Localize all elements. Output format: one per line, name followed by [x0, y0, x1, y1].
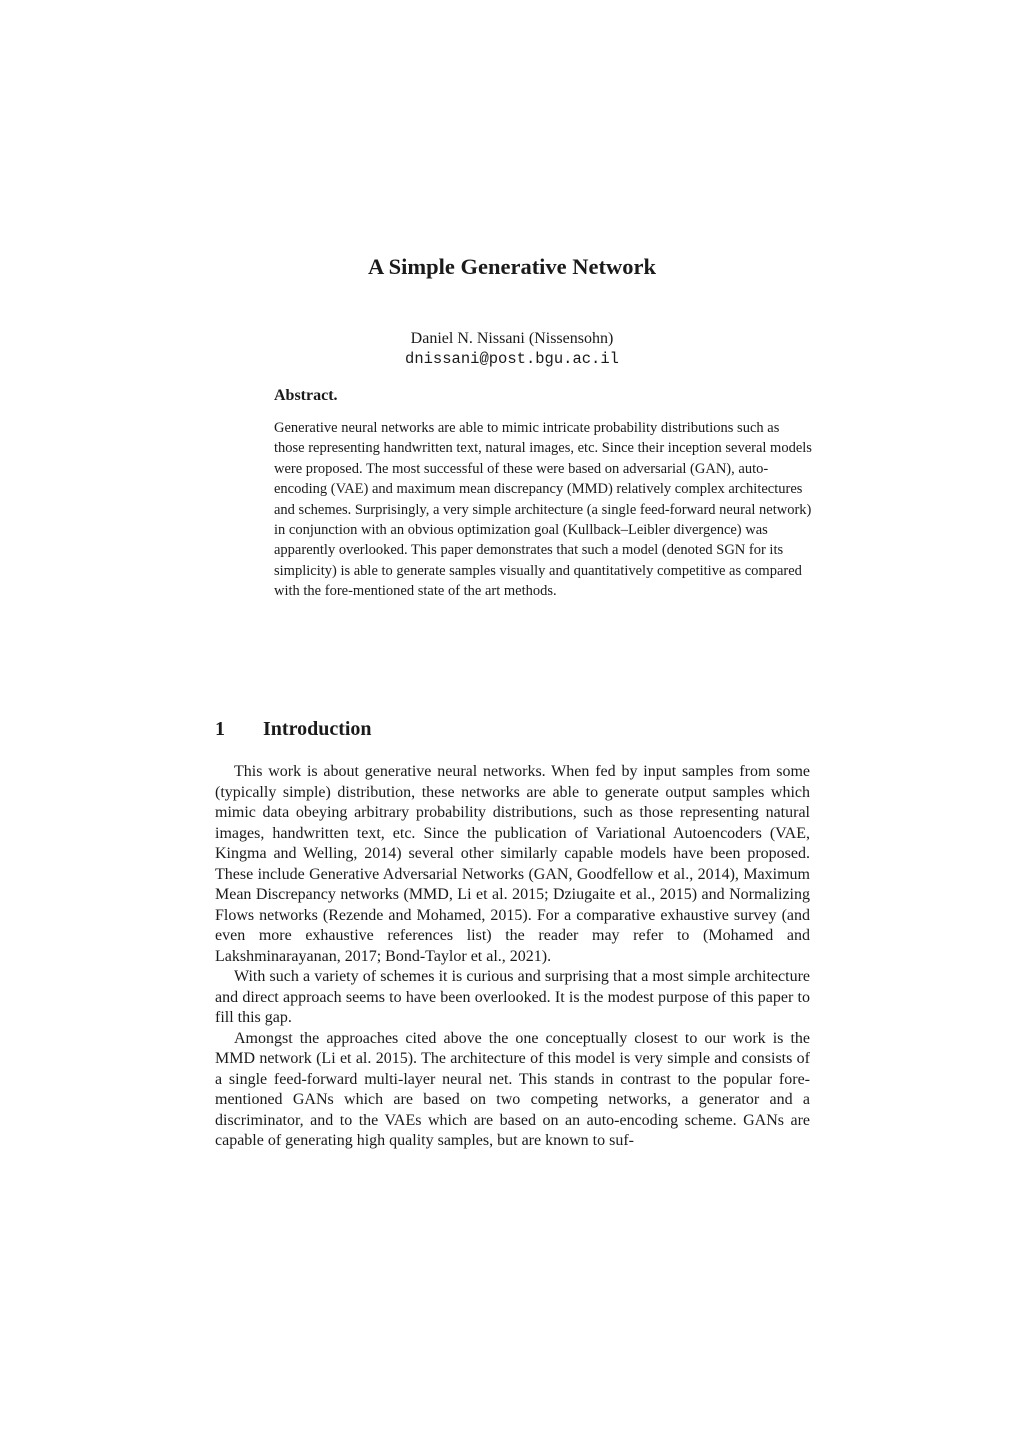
author-email: dnissani@post.bgu.ac.il — [405, 350, 619, 368]
introduction-body — [215, 762, 810, 1152]
paper-title: A Simple Generative Network — [367, 254, 657, 279]
paragraph: With such a variety of schemes it is curious and surprising that a most simple architecture and direct approach seems to have been overlooked. It is the modest purpose of this paper to fill this gap. — [215, 968, 810, 1026]
section-heading — [215, 718, 372, 741]
abstract-heading: Abstract. — [274, 387, 338, 404]
section-title: Introduction — [263, 718, 372, 740]
abstract-text: Generative neural networks are able to mimic intricate probability distributions such as those representing handwritten text, natural images, etc. Since their inception several models were proposed. The most successful of these were based on adversarial (GAN), auto-encoding (VAE) and maximum mean discrepancy (MMD) relatively complex architectures and schemes. Surprisingly, a very simple architecture (a single feed-forward neural network) in conjunction with an obvious optimization goal (Kullback–Leibler divergence) was apparently overlooked. This paper demonstrates that such a model (denoted SGN for its simplicity) is able to generate samples visually and quantitatively competitive as compared with the fore-mentioned state of the art methods. — [274, 420, 812, 600]
paragraph: This work is about generative neural networks. When fed by input samples from some (typically simple) distribution, these networks are able to generate output samples which mimic data obeying arbitrary probability distributions, such as those representing natural images, handwritten text, etc. Since the publication of Variational Autoencoders (VAE, Kingma and Welling, 2014) several other similarly capable models have been proposed. These include Generative Adversarial Networks (GAN, Goodfellow et al., 2014), Maximum Mean Discrepancy networks (MMD, Li et al. 2015; Dziugaite et al., 2015) and Normalizing Flows networks (Rezende and Mohamed, 2015). For a comparative exhaustive survey (and even more exhaustive references list) the reader may refer to (Mohamed and Lakshminarayanan, 2017; Bond-Taylor et al., 2021). — [215, 763, 810, 965]
paragraph: Amongst the approaches cited above the one conceptually closest to our work is the MMD network (Li et al. 2015). The architecture of this model is very simple and consists of a single feed-forward multi-layer neural net. This stands in contrast to the popular fore-mentioned GANs which are based on two competing networks, a generator and a discriminator, and to the VAEs which are based on an auto-encoding scheme. GANs are capable of generating high quality samples, but are known to suf- — [215, 1029, 810, 1149]
section-number: 1 — [215, 718, 225, 740]
author-name: Daniel N. Nissani (Nissensohn) — [410, 330, 614, 347]
